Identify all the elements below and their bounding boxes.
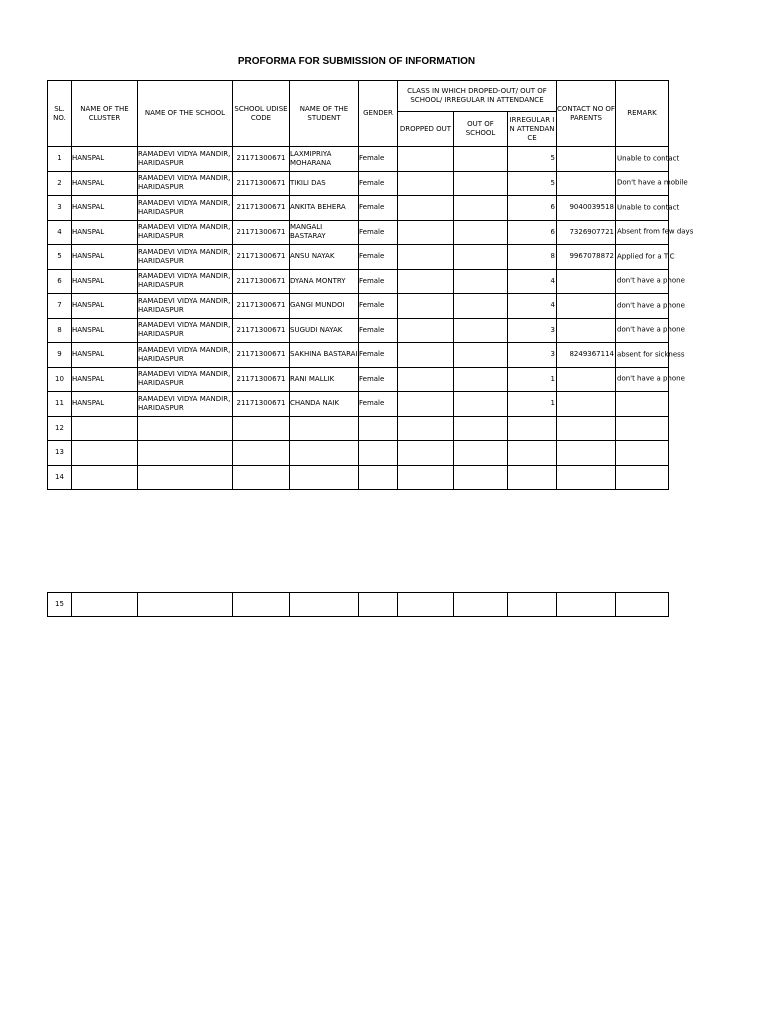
cell-contact: [557, 465, 616, 490]
cell-dropped-out: [398, 441, 454, 466]
cell-school: RAMADEVI VIDYA MANDIR, HARIDASPUR: [138, 147, 233, 172]
cell-gender: Female: [359, 367, 398, 392]
cell-out-of-school: [454, 392, 508, 417]
cell-out-of-school: [454, 465, 508, 490]
cell-irregular: [508, 441, 557, 466]
cell-irregular: 4: [508, 294, 557, 319]
cell-dropped-out: [398, 392, 454, 417]
table-row: [48, 147, 669, 172]
remark-text: Don't have a mobile: [617, 178, 688, 187]
remark-text: Unable to contact: [617, 203, 680, 212]
cell-contact: 9040039518: [557, 196, 616, 221]
cell-udise: 21171300671: [233, 269, 290, 294]
cell-udise: 21171300671: [233, 147, 290, 172]
cell-out-of-school: [454, 294, 508, 319]
cell-contact: [557, 441, 616, 466]
cell-contact: [557, 269, 616, 294]
cell-out-of-school: [454, 171, 508, 196]
cell-gender: Female: [359, 196, 398, 221]
cell-student: SAKHINA BASTARAI: [290, 343, 359, 368]
cell-irregular: 5: [508, 171, 557, 196]
cell-udise: [233, 441, 290, 466]
cell-out-of-school: [454, 269, 508, 294]
cell-cluster: HANSPAL: [72, 171, 138, 196]
cell-cluster: HANSPAL: [72, 245, 138, 270]
cell-sl: 3: [48, 196, 72, 221]
cell-student: LAXMIPRIYA MOHARANA: [290, 147, 359, 172]
cell-udise: 21171300671: [233, 220, 290, 245]
header-sl-no: SL. NO.: [48, 81, 72, 147]
cell-contact: [557, 392, 616, 417]
cell-udise: 21171300671: [233, 294, 290, 319]
remark-text: don't have a phone: [617, 301, 685, 310]
cell-cluster: HANSPAL: [72, 147, 138, 172]
header-cluster: NAME OF THE CLUSTER: [72, 81, 138, 147]
cell-dropped-out: [398, 367, 454, 392]
cell-empty: [138, 593, 233, 617]
cell-school: RAMADEVI VIDYA MANDIR, HARIDASPUR: [138, 220, 233, 245]
cell-student: ANKITA BEHERA: [290, 196, 359, 221]
cell-school: RAMADEVI VIDYA MANDIR, HARIDASPUR: [138, 196, 233, 221]
cell-remark: [616, 245, 675, 270]
cell-student: GANGI MUNDOI: [290, 294, 359, 319]
cell-contact: 7326907721: [557, 220, 616, 245]
cell-out-of-school: [454, 147, 508, 172]
cell-out-of-school: [454, 367, 508, 392]
cell-empty: [557, 593, 616, 617]
cell-student: [290, 465, 359, 490]
cell-student: SUGUDI NAYAK: [290, 318, 359, 343]
cell-empty: [359, 593, 398, 617]
header-remark: REMARK: [616, 81, 669, 147]
cell-irregular: 3: [508, 343, 557, 368]
cell-dropped-out: [398, 294, 454, 319]
table-row: [48, 441, 669, 466]
cell-cluster: HANSPAL: [72, 269, 138, 294]
header-row-top: [48, 81, 669, 112]
cell-remark: [616, 318, 685, 343]
cell-gender: Female: [359, 318, 398, 343]
cell-dropped-out: [398, 220, 454, 245]
table-row: [48, 269, 669, 294]
cell-gender: Female: [359, 171, 398, 196]
cell-irregular: 4: [508, 269, 557, 294]
cell-sl: 2: [48, 171, 72, 196]
header-student: NAME OF THE STUDENT: [290, 81, 359, 147]
cell-remark: [616, 465, 669, 490]
table-row: [48, 294, 669, 319]
table-row: [48, 318, 669, 343]
cell-gender: [359, 416, 398, 441]
cell-udise: 21171300671: [233, 318, 290, 343]
cell-dropped-out: [398, 147, 454, 172]
cell-irregular: 1: [508, 392, 557, 417]
table-row: [48, 593, 669, 617]
cell-school: [138, 416, 233, 441]
header-class-group: CLASS IN WHICH DROPED-OUT/ OUT OF SCHOOL/ IRREGULAR IN ATTENDANCE: [398, 81, 557, 112]
cell-contact: [557, 367, 616, 392]
cell-empty: [398, 593, 454, 617]
cell-out-of-school: [454, 318, 508, 343]
cell-remark: [616, 147, 680, 172]
cell-contact: [557, 318, 616, 343]
cell-school: RAMADEVI VIDYA MANDIR, HARIDASPUR: [138, 367, 233, 392]
table-row: [48, 392, 669, 417]
cell-sl: 11: [48, 392, 72, 417]
cell-cluster: HANSPAL: [72, 343, 138, 368]
cell-udise: 21171300671: [233, 343, 290, 368]
cell-gender: Female: [359, 220, 398, 245]
cell-school: RAMADEVI VIDYA MANDIR, HARIDASPUR: [138, 269, 233, 294]
remark-text: don't have a phone: [617, 276, 685, 285]
cell-student: DYANA MONTRY: [290, 269, 359, 294]
cell-sl: 4: [48, 220, 72, 245]
cell-out-of-school: [454, 245, 508, 270]
cell-empty: [72, 593, 138, 617]
cell-school: RAMADEVI VIDYA MANDIR, HARIDASPUR: [138, 318, 233, 343]
cell-dropped-out: [398, 318, 454, 343]
table-row: [48, 367, 669, 392]
cell-udise: 21171300671: [233, 392, 290, 417]
cell-udise: [233, 465, 290, 490]
remark-text: Absent from few days: [617, 227, 694, 236]
cell-sl: 10: [48, 367, 72, 392]
cell-school: RAMADEVI VIDYA MANDIR, HARIDASPUR: [138, 245, 233, 270]
table-row: [48, 343, 669, 368]
cell-dropped-out: [398, 171, 454, 196]
cell-empty: [508, 593, 557, 617]
cell-school: RAMADEVI VIDYA MANDIR, HARIDASPUR: [138, 343, 233, 368]
cell-gender: Female: [359, 147, 398, 172]
cell-gender: [359, 465, 398, 490]
cell-remark: [616, 367, 685, 392]
header-out-of-school: OUT OF SCHOOL: [454, 112, 508, 147]
cell-remark: [616, 171, 688, 196]
cell-school: RAMADEVI VIDYA MANDIR, HARIDASPUR: [138, 294, 233, 319]
cell-irregular: 6: [508, 220, 557, 245]
cell-gender: Female: [359, 245, 398, 270]
cell-dropped-out: [398, 465, 454, 490]
cell-dropped-out: [398, 245, 454, 270]
cell-irregular: 1: [508, 367, 557, 392]
table-row: [48, 220, 669, 245]
header-udise: SCHOOL UDISE CODE: [233, 81, 290, 147]
cell-contact: 9967078872: [557, 245, 616, 270]
cell-remark: [616, 441, 669, 466]
cell-out-of-school: [454, 343, 508, 368]
cell-irregular: 6: [508, 196, 557, 221]
cell-udise: 21171300671: [233, 367, 290, 392]
cell-irregular: 8: [508, 245, 557, 270]
header-irregular: IRREGULAR IN ATTENDANCE: [508, 112, 557, 147]
cell-udise: 21171300671: [233, 245, 290, 270]
cell-school: RAMADEVI VIDYA MANDIR, HARIDASPUR: [138, 171, 233, 196]
table-row: [48, 245, 669, 270]
cell-sl: 14: [48, 465, 72, 490]
cell-cluster: [72, 441, 138, 466]
cell-remark: [616, 220, 694, 245]
cell-remark: [616, 343, 685, 368]
cell-student: [290, 441, 359, 466]
cell-sl: 15: [48, 593, 72, 617]
cell-remark: [616, 416, 669, 441]
table-row: [48, 416, 669, 441]
header-school: NAME OF THE SCHOOL: [138, 81, 233, 147]
cell-out-of-school: [454, 196, 508, 221]
cell-sl: 13: [48, 441, 72, 466]
header-dropped-out: DROPPED OUT: [398, 112, 454, 147]
cell-empty: [616, 593, 669, 617]
page-title: PROFORMA FOR SUBMISSION OF INFORMATION: [237, 56, 476, 67]
cell-student: [290, 416, 359, 441]
cell-out-of-school: [454, 441, 508, 466]
cell-empty: [290, 593, 359, 617]
cell-gender: Female: [359, 294, 398, 319]
cell-remark: [616, 294, 685, 319]
remark-text: Applied for a T.C: [617, 252, 675, 261]
cell-irregular: [508, 465, 557, 490]
cell-gender: Female: [359, 269, 398, 294]
table-row: [48, 196, 669, 221]
cell-contact: [557, 171, 616, 196]
cell-cluster: HANSPAL: [72, 367, 138, 392]
cell-cluster: HANSPAL: [72, 220, 138, 245]
cell-sl: 7: [48, 294, 72, 319]
cell-udise: 21171300671: [233, 171, 290, 196]
cell-remark: [616, 269, 685, 294]
cell-out-of-school: [454, 220, 508, 245]
cell-student: ANSU NAYAK: [290, 245, 359, 270]
cell-sl: 5: [48, 245, 72, 270]
remark-text: Unable to contact: [617, 154, 680, 163]
cell-dropped-out: [398, 343, 454, 368]
cell-contact: [557, 147, 616, 172]
cell-sl: 9: [48, 343, 72, 368]
cell-irregular: 5: [508, 147, 557, 172]
remark-text: don't have a phone: [617, 374, 685, 383]
cell-dropped-out: [398, 416, 454, 441]
cell-cluster: HANSPAL: [72, 392, 138, 417]
cell-cluster: HANSPAL: [72, 294, 138, 319]
cell-dropped-out: [398, 269, 454, 294]
cell-school: RAMADEVI VIDYA MANDIR, HARIDASPUR: [138, 392, 233, 417]
cell-student: RANI MALLIK: [290, 367, 359, 392]
cell-cluster: [72, 416, 138, 441]
cell-sl: 6: [48, 269, 72, 294]
cell-school: [138, 441, 233, 466]
cell-empty: [233, 593, 290, 617]
cell-irregular: [508, 416, 557, 441]
cell-sl: 1: [48, 147, 72, 172]
cell-gender: [359, 441, 398, 466]
table-row: [48, 465, 669, 490]
remark-text: absent for sickness: [617, 350, 685, 359]
cell-empty: [454, 593, 508, 617]
cell-remark: [616, 196, 680, 221]
header-gender: GENDER: [359, 81, 398, 147]
cell-cluster: [72, 465, 138, 490]
cell-gender: Female: [359, 392, 398, 417]
remark-text: don't have a phone: [617, 325, 685, 334]
table-row: [48, 171, 669, 196]
cell-student: CHANDA NAIK: [290, 392, 359, 417]
cell-student: TIKILI DAS: [290, 171, 359, 196]
cell-udise: [233, 416, 290, 441]
cell-contact: 8249367114: [557, 343, 616, 368]
cell-contact: [557, 294, 616, 319]
cell-cluster: HANSPAL: [72, 196, 138, 221]
cell-udise: 21171300671: [233, 196, 290, 221]
information-table: [47, 80, 694, 490]
cell-out-of-school: [454, 416, 508, 441]
cell-cluster: HANSPAL: [72, 318, 138, 343]
cell-student: MANGALI BASTARAY: [290, 220, 359, 245]
cell-sl: 8: [48, 318, 72, 343]
cell-irregular: 3: [508, 318, 557, 343]
cell-dropped-out: [398, 196, 454, 221]
cell-gender: Female: [359, 343, 398, 368]
cell-remark: [616, 392, 669, 417]
cell-contact: [557, 416, 616, 441]
header-contact: CONTACT NO OF PARENTS: [557, 81, 616, 147]
extra-table: [47, 592, 669, 617]
cell-school: [138, 465, 233, 490]
cell-sl: 12: [48, 416, 72, 441]
